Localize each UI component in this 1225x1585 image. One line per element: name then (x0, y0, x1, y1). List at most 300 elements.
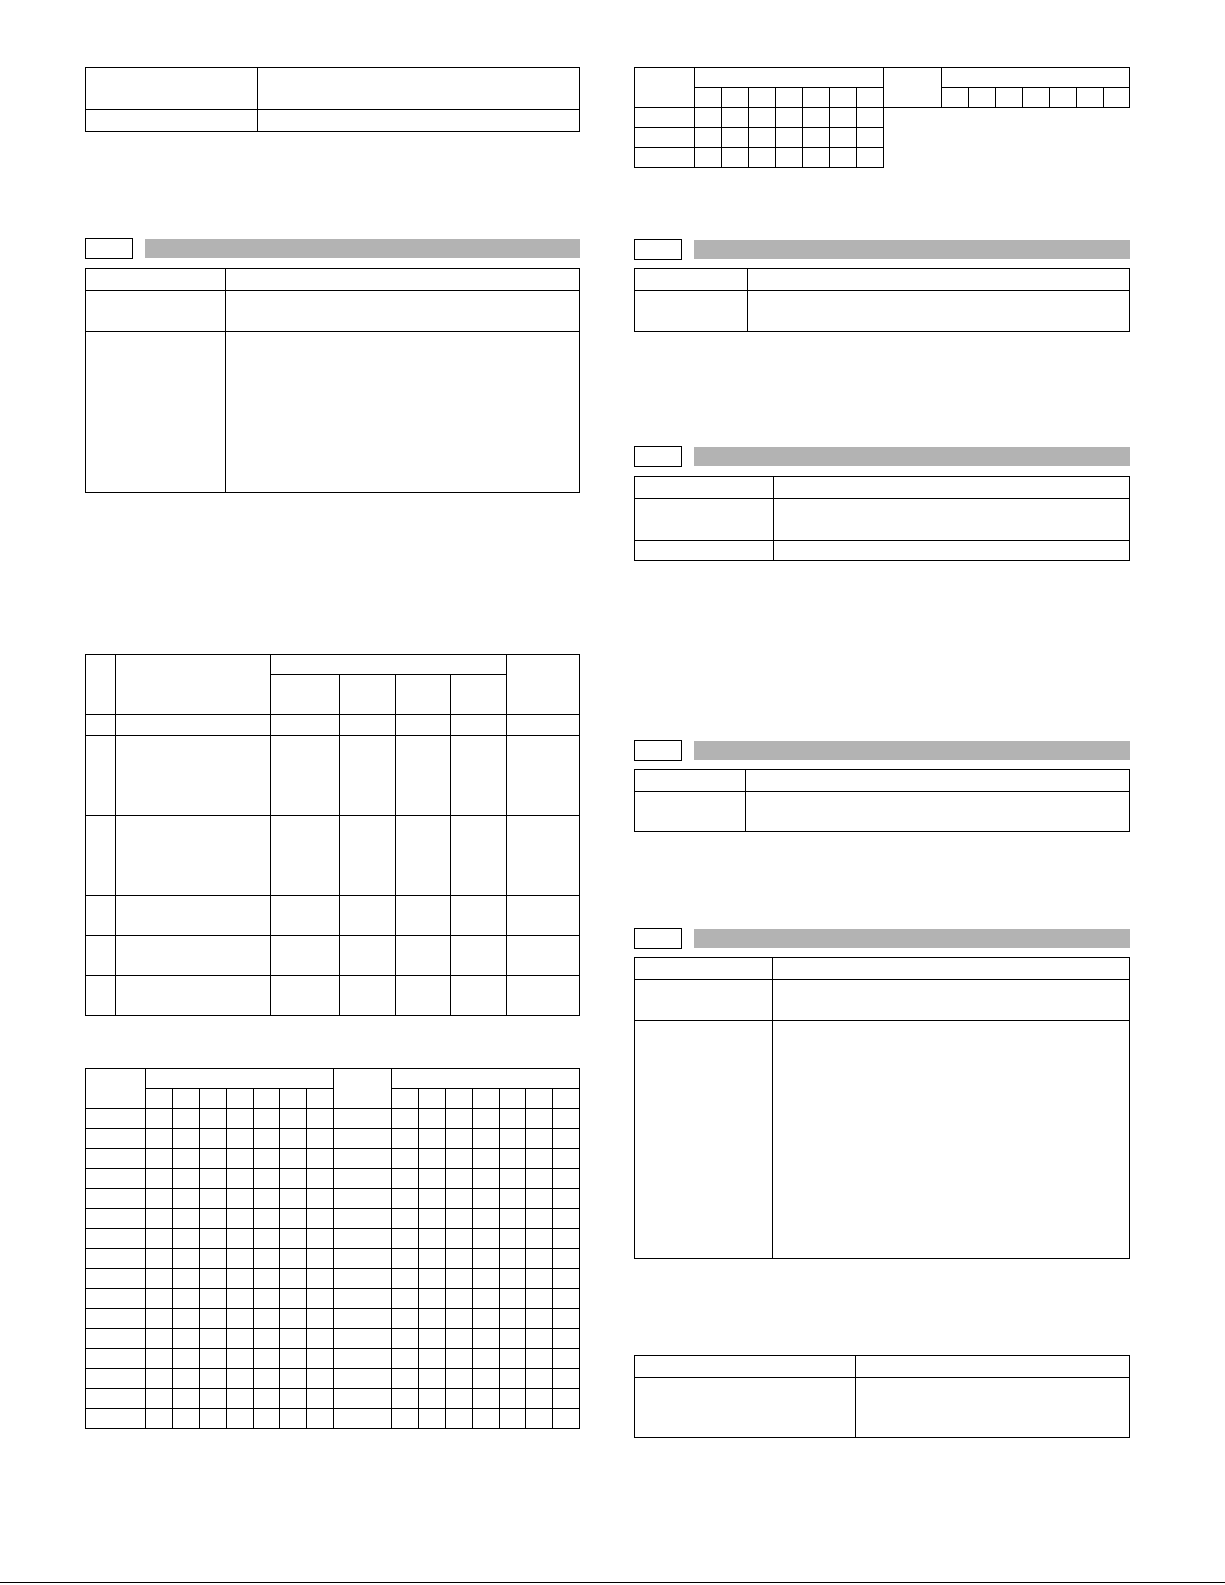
table-row (86, 1329, 580, 1349)
table-cell (86, 1329, 146, 1349)
table-cell (173, 1189, 200, 1209)
table-cell (146, 1329, 173, 1349)
table-cell (392, 1109, 419, 1129)
section-table-right-1 (634, 268, 1130, 332)
table-cell (307, 1129, 334, 1149)
table-cell (446, 1409, 473, 1429)
table-cell (271, 675, 340, 715)
table-cell (146, 1169, 173, 1189)
table-cell (774, 477, 1130, 499)
table-cell (500, 1269, 526, 1289)
table-cell (86, 1109, 146, 1129)
table-cell (340, 976, 396, 1016)
table-cell (254, 1249, 280, 1269)
table-cell (396, 675, 451, 715)
table-cell (500, 1229, 526, 1249)
table-cell (334, 1129, 392, 1149)
table-cell (86, 1309, 146, 1329)
table-cell (340, 816, 396, 896)
table-cell (856, 1378, 1130, 1438)
table-cell (146, 1309, 173, 1329)
bit-grid-right-main (634, 67, 884, 168)
table-cell (748, 269, 1130, 291)
table-cell (419, 1109, 446, 1129)
table-cell (749, 148, 776, 168)
table-cell (526, 1309, 553, 1329)
table-cell (553, 1329, 580, 1349)
footer-rule (0, 1582, 1225, 1583)
table-cell (856, 1356, 1130, 1378)
table-cell (392, 1349, 419, 1369)
table-cell (635, 269, 748, 291)
table-cell (280, 1089, 307, 1109)
table-cell (200, 1329, 227, 1349)
table-row (86, 1349, 580, 1369)
table-cell (419, 1289, 446, 1309)
table-cell (500, 1369, 526, 1389)
table-cell (722, 148, 749, 168)
table-cell (334, 1389, 392, 1409)
table-cell (446, 1109, 473, 1129)
table-cell (340, 675, 396, 715)
table-cell (173, 1289, 200, 1309)
table-cell (254, 1089, 280, 1109)
table-cell (526, 1389, 553, 1409)
table-cell (146, 1209, 173, 1229)
table-cell (280, 1109, 307, 1129)
table-cell (254, 1349, 280, 1369)
table-cell (526, 1229, 553, 1249)
table-cell (173, 1249, 200, 1269)
table-cell (146, 1089, 173, 1109)
table-cell (446, 1349, 473, 1369)
table-cell (419, 1329, 446, 1349)
table-cell (695, 68, 884, 88)
table-cell (307, 1249, 334, 1269)
top-left-table (85, 67, 580, 132)
table-cell (635, 148, 695, 168)
table-cell (227, 1249, 254, 1269)
table-cell (86, 1409, 146, 1429)
table-cell (392, 1169, 419, 1189)
table-cell (146, 1409, 173, 1429)
table-cell (446, 1309, 473, 1329)
table-cell (334, 1349, 392, 1369)
table-cell (830, 148, 857, 168)
table-cell (473, 1409, 500, 1429)
table-cell (451, 675, 507, 715)
table-cell (500, 1349, 526, 1369)
table-cell (526, 1289, 553, 1309)
table-cell (307, 1109, 334, 1129)
table-cell (396, 936, 451, 976)
table-cell (1077, 88, 1104, 108)
table-cell (227, 1269, 254, 1289)
table-cell (635, 1356, 856, 1378)
table-cell (200, 1349, 227, 1369)
table-cell (526, 1129, 553, 1149)
table-cell (419, 1369, 446, 1389)
table-row (635, 128, 884, 148)
table-cell (173, 1329, 200, 1349)
table-cell (773, 1021, 1130, 1259)
table-cell (227, 1149, 254, 1169)
table-cell (451, 715, 507, 736)
table-cell (86, 1129, 146, 1149)
table-cell (526, 1109, 553, 1129)
table-cell (392, 1189, 419, 1209)
table-cell (334, 1369, 392, 1389)
table-cell (200, 1229, 227, 1249)
table-cell (419, 1349, 446, 1369)
table-cell (334, 1229, 392, 1249)
table-cell (116, 816, 271, 896)
table-cell (254, 1189, 280, 1209)
table-cell (507, 736, 580, 816)
bit-grid-right-aside (883, 67, 1130, 108)
table-cell (803, 128, 830, 148)
table-cell (553, 1349, 580, 1369)
table-cell (451, 896, 507, 936)
table-cell (227, 1189, 254, 1209)
table-cell (116, 715, 271, 736)
table-cell (200, 1109, 227, 1129)
table-cell (500, 1109, 526, 1129)
table-cell (254, 1149, 280, 1169)
table-cell (146, 1389, 173, 1409)
table-cell (280, 1329, 307, 1349)
table-cell (553, 1369, 580, 1389)
table-cell (553, 1289, 580, 1309)
table-cell (722, 108, 749, 128)
table-cell (307, 1269, 334, 1289)
section-table-right-4 (634, 957, 1130, 1259)
table-cell (553, 1129, 580, 1149)
table-cell (749, 128, 776, 148)
table-cell (86, 1289, 146, 1309)
table-cell (774, 541, 1130, 561)
table-cell (146, 1369, 173, 1389)
table-cell (635, 1021, 773, 1259)
table-cell (473, 1129, 500, 1149)
table-cell (116, 655, 271, 715)
table-cell (776, 148, 803, 168)
table-cell (722, 88, 749, 108)
table-cell (173, 1169, 200, 1189)
table-cell (334, 1269, 392, 1289)
table-cell (446, 1289, 473, 1309)
table-cell (419, 1169, 446, 1189)
table-cell (86, 655, 116, 715)
table-cell (473, 1229, 500, 1249)
table-row (86, 1409, 580, 1429)
table-cell (280, 1169, 307, 1189)
table-cell (446, 1089, 473, 1109)
table-cell (1023, 88, 1050, 108)
table-cell (526, 1089, 553, 1109)
table-cell (227, 1329, 254, 1349)
table-cell (227, 1289, 254, 1309)
table-cell (396, 736, 451, 816)
table-cell (146, 1269, 173, 1289)
table-cell (271, 655, 507, 675)
section-bar (694, 447, 1130, 466)
table-cell (200, 1309, 227, 1329)
table-cell (254, 1269, 280, 1289)
table-cell (500, 1409, 526, 1429)
table-cell (392, 1209, 419, 1229)
table-cell (473, 1289, 500, 1309)
table-cell (857, 108, 884, 128)
table-cell (635, 980, 773, 1021)
table-row (86, 1129, 580, 1149)
table-cell (173, 1229, 200, 1249)
table-cell (254, 1369, 280, 1389)
table-cell (776, 128, 803, 148)
table-cell (553, 1209, 580, 1229)
table-cell (86, 816, 116, 896)
table-cell (116, 736, 271, 816)
table-cell (500, 1129, 526, 1149)
table-cell (553, 1149, 580, 1169)
table-cell (340, 936, 396, 976)
table-cell (392, 1069, 580, 1089)
table-cell (173, 1389, 200, 1409)
table-cell (271, 736, 340, 816)
table-cell (86, 1389, 146, 1409)
table-cell (526, 1249, 553, 1269)
table-cell (446, 1189, 473, 1209)
table-cell (830, 88, 857, 108)
table-row (635, 148, 884, 168)
table-cell (507, 936, 580, 976)
table-cell (526, 1329, 553, 1349)
table-cell (803, 148, 830, 168)
table-cell (334, 1109, 392, 1129)
table-cell (200, 1089, 227, 1109)
table-cell (446, 1269, 473, 1289)
table-cell (392, 1249, 419, 1269)
table-cell (942, 68, 1130, 88)
table-cell (307, 1169, 334, 1189)
table-cell (227, 1369, 254, 1389)
table-row (86, 1289, 580, 1309)
table-cell (526, 1409, 553, 1429)
table-cell (553, 1309, 580, 1329)
table-cell (200, 1209, 227, 1229)
table-cell (200, 1269, 227, 1289)
section-table-left-1 (85, 268, 580, 493)
table-cell (473, 1089, 500, 1109)
section-header (634, 446, 1130, 466)
table-cell (392, 1309, 419, 1329)
table-cell (86, 1249, 146, 1269)
table-cell (396, 976, 451, 1016)
table-cell (227, 1409, 254, 1429)
table-cell (200, 1409, 227, 1429)
table-cell (507, 976, 580, 1016)
table-cell (227, 1389, 254, 1409)
table-cell (635, 541, 774, 561)
table-cell (419, 1409, 446, 1429)
table-cell (254, 1409, 280, 1429)
table-cell (392, 1149, 419, 1169)
table-cell (307, 1309, 334, 1329)
table-cell (280, 1389, 307, 1409)
table-cell (722, 128, 749, 148)
table-cell (227, 1129, 254, 1149)
section-tag (634, 239, 682, 260)
table-cell (334, 1289, 392, 1309)
table-cell (86, 976, 116, 1016)
table-cell (635, 1378, 856, 1438)
table-cell (942, 88, 969, 108)
table-cell (340, 896, 396, 936)
table-cell (173, 1209, 200, 1229)
table-cell (473, 1349, 500, 1369)
table-cell (635, 108, 695, 128)
table-cell (473, 1369, 500, 1389)
table-cell (419, 1309, 446, 1329)
section-tag (85, 238, 133, 259)
section-tag (634, 740, 682, 761)
table-cell (749, 88, 776, 108)
table-cell (748, 291, 1130, 332)
table-cell (500, 1089, 526, 1109)
table-cell (749, 108, 776, 128)
table-cell (280, 1349, 307, 1369)
table-cell (307, 1089, 334, 1109)
table-cell (173, 1269, 200, 1289)
table-cell (280, 1269, 307, 1289)
table-cell (173, 1309, 200, 1329)
table-cell (884, 68, 942, 108)
table-row (86, 1309, 580, 1329)
table-cell (271, 816, 340, 896)
table-cell (473, 1169, 500, 1189)
table-cell (419, 1149, 446, 1169)
section-bar (694, 240, 1130, 259)
table-cell (334, 1209, 392, 1229)
table-cell (553, 1189, 580, 1209)
table-cell (86, 1369, 146, 1389)
table-cell (334, 1189, 392, 1209)
table-cell (392, 1269, 419, 1289)
table-cell (173, 1409, 200, 1429)
table-cell (746, 792, 1130, 832)
table-cell (86, 1069, 146, 1109)
table-cell (86, 1169, 146, 1189)
table-cell (507, 715, 580, 736)
table-row (86, 1269, 580, 1289)
table-cell (446, 1249, 473, 1269)
table-cell (86, 1229, 146, 1249)
table-cell (473, 1269, 500, 1289)
table-cell (553, 1389, 580, 1409)
table-cell (173, 1089, 200, 1109)
table-cell (473, 1329, 500, 1349)
table-cell (500, 1289, 526, 1309)
table-cell (86, 1209, 146, 1229)
section-bar (694, 741, 1130, 760)
table-cell (526, 1189, 553, 1209)
table-cell (635, 477, 774, 499)
table-cell (695, 108, 722, 128)
table-cell (500, 1209, 526, 1229)
table-cell (86, 269, 226, 291)
table-cell (500, 1189, 526, 1209)
table-cell (146, 1149, 173, 1169)
table-cell (392, 1329, 419, 1349)
table-cell (473, 1389, 500, 1409)
table-row (86, 1069, 580, 1089)
table-cell (340, 715, 396, 736)
table-cell (446, 1129, 473, 1149)
table-cell (473, 1149, 500, 1169)
table-cell (200, 1369, 227, 1389)
table-row (86, 1089, 580, 1109)
section-header (634, 740, 1130, 760)
table-cell (526, 1209, 553, 1229)
table-cell (307, 1329, 334, 1349)
table-cell (227, 1209, 254, 1229)
table-row (86, 1189, 580, 1209)
table-cell (773, 958, 1130, 980)
table-cell (334, 1149, 392, 1169)
table-cell (830, 108, 857, 128)
table-cell (200, 1129, 227, 1149)
section-tag (634, 446, 682, 467)
table-cell (86, 1269, 146, 1289)
table-cell (553, 1409, 580, 1429)
table-row (86, 1149, 580, 1169)
table-cell (227, 1229, 254, 1249)
table-cell (473, 1209, 500, 1229)
table-cell (746, 770, 1130, 792)
table-cell (173, 1149, 200, 1169)
table-cell (451, 936, 507, 976)
table-cell (857, 148, 884, 168)
table-cell (307, 1289, 334, 1309)
table-cell (86, 896, 116, 936)
table-cell (996, 88, 1023, 108)
table-cell (86, 332, 226, 493)
table-cell (392, 1389, 419, 1409)
table-cell (526, 1369, 553, 1389)
table-cell (200, 1289, 227, 1309)
table-cell (116, 896, 271, 936)
table-cell (695, 88, 722, 108)
table-cell (258, 68, 580, 110)
table-cell (258, 110, 580, 132)
table-cell (86, 1149, 146, 1169)
bit-grid-table-right (634, 67, 1130, 173)
section-header (85, 238, 580, 258)
table-cell (334, 1329, 392, 1349)
table-cell (200, 1189, 227, 1209)
table-cell (271, 715, 340, 736)
table-cell (146, 1069, 334, 1089)
table-cell (446, 1209, 473, 1229)
table-cell (86, 1189, 146, 1209)
table-cell (226, 269, 580, 291)
table-cell (86, 110, 258, 132)
table-cell (392, 1369, 419, 1389)
table-cell (392, 1129, 419, 1149)
table-cell (226, 332, 580, 493)
table-row (86, 1169, 580, 1189)
table-cell (419, 1389, 446, 1409)
